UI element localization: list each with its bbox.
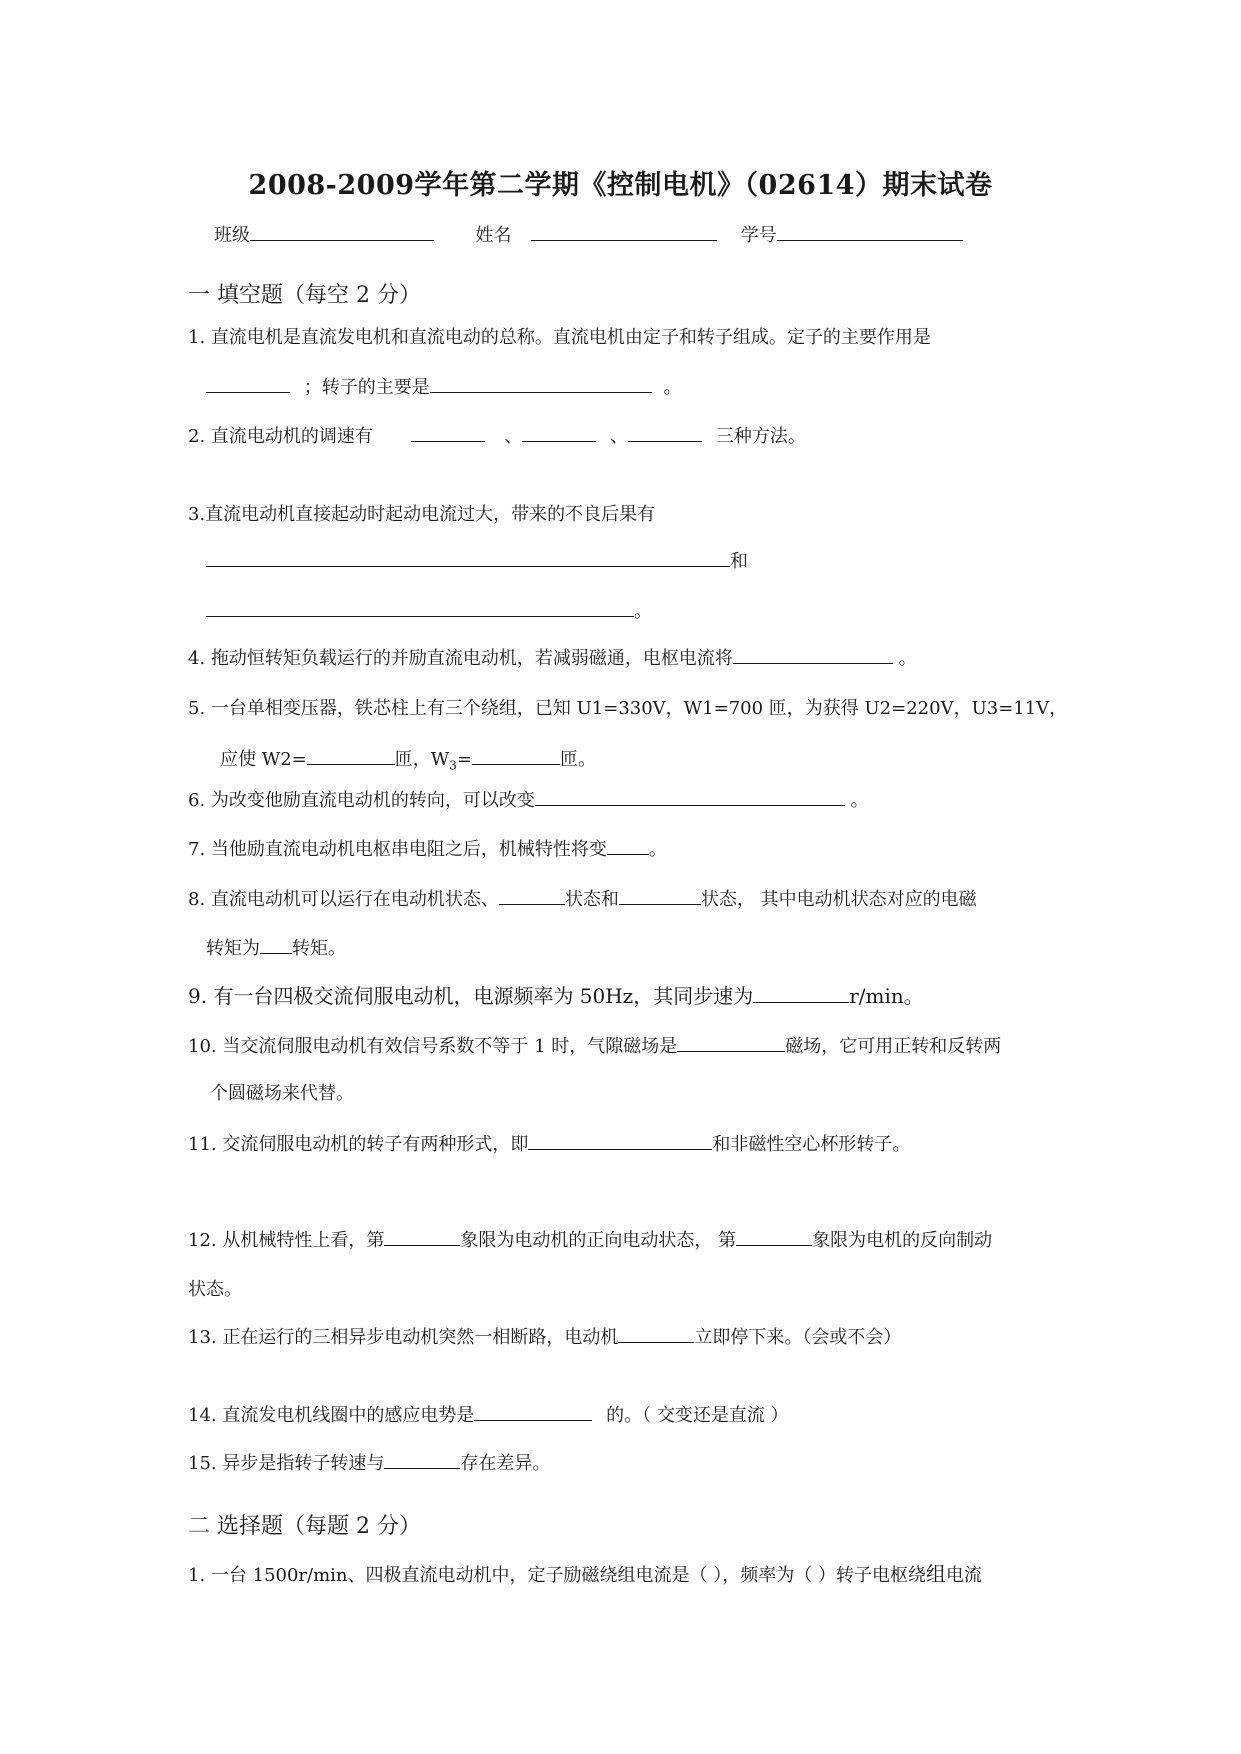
q15-end: 存在差异。: [460, 1453, 551, 1474]
q1-blank2[interactable]: [430, 374, 652, 393]
q13-line: [188, 1324, 901, 1351]
q12-text3: 象限为电机的反向制动: [812, 1230, 993, 1251]
q5-text1: 应使 W2=: [220, 749, 307, 770]
q10-blank[interactable]: [677, 1033, 785, 1052]
q15-line: [188, 1450, 550, 1477]
q14-line: [188, 1402, 789, 1429]
q5-subscript: 3: [449, 758, 457, 773]
student-id-label: 学号: [740, 225, 777, 246]
q3-blank2[interactable]: [206, 598, 634, 617]
q8-blank3[interactable]: [260, 935, 292, 954]
q8-line1: [188, 886, 977, 913]
q6-blank[interactable]: [535, 787, 845, 806]
q11-line: [188, 1131, 910, 1158]
q2-line: [188, 423, 806, 450]
name-label: 姓名: [475, 225, 512, 246]
q6-end: 。: [850, 790, 869, 811]
q8-text1: 8. 直流电动机可以运行在电动机状态、: [188, 889, 499, 910]
q9-end: r/min。: [849, 984, 924, 1008]
q8-blank1[interactable]: [499, 886, 565, 905]
q12-text1: 12. 从机械特性上看，第: [188, 1230, 385, 1251]
q13-text: 13. 正在运行的三相异步电动机突然一相断路，电动机: [188, 1327, 619, 1348]
q2-text: 2. 直流电动机的调速有: [188, 426, 373, 447]
q12-line1: [188, 1227, 992, 1254]
q7-blank[interactable]: [607, 836, 649, 855]
q8-text3: 状态， 其中电动机状态对应的电磁: [700, 889, 977, 910]
q5-line1: 5. 一台单相变压器，铁芯柱上有三个绕组，已知 U1=330V，W1=700 匝，为获得 U2=220V，U3=11V，: [188, 698, 1068, 719]
section1-heading: 一 填空题（每空 2 分）: [188, 283, 421, 308]
q5-end: 匝。: [560, 749, 597, 770]
q14-blank[interactable]: [474, 1402, 592, 1421]
q1-line1: 1. 直流电机是直流发电机和直流电动的总称。直流电机由定子和转子组成。定子的主要作用是: [188, 327, 931, 348]
q1-line2: [206, 374, 681, 401]
q1-blank1[interactable]: [206, 374, 290, 393]
q4-blank[interactable]: [733, 645, 893, 664]
q4-text: 4. 拖动恒转矩负载运行的并励直流电动机，若减弱磁通，电枢电流将: [188, 648, 733, 669]
q3-end: 。: [634, 601, 652, 622]
q6-line: [188, 787, 869, 814]
q8-text2: 状态和: [564, 889, 619, 910]
q4-end: 。: [898, 648, 917, 669]
q15-blank[interactable]: [384, 1450, 460, 1469]
q7-line: [188, 836, 667, 863]
q10-text2: 磁场，它可用正转和反转两: [785, 1036, 1002, 1057]
name-blank[interactable]: [531, 222, 717, 241]
q3-blank1[interactable]: [206, 548, 730, 567]
q3-line1: 3.直流电动机直接起动时起动电流过大，带来的不良后果有: [188, 504, 656, 525]
student-info-line: [214, 222, 963, 249]
q3-line2: [206, 548, 748, 575]
q11-text: 11. 交流伺服电动机的转子有两种形式，即: [188, 1134, 529, 1155]
q2-end: 三种方法。: [715, 426, 806, 447]
q8-line2: [206, 935, 346, 962]
q1-text: ；转子的主要是: [303, 377, 430, 398]
q8-text4: 转矩为: [206, 938, 260, 959]
q13-end: 立即停下来。（会或不会）: [694, 1327, 902, 1348]
q9-line: [188, 983, 924, 1009]
q14-end: 的。（ 交变还是直流 ）: [606, 1405, 789, 1426]
q12-line2: 状态。: [188, 1279, 242, 1300]
q2-sep1: 、: [504, 426, 523, 447]
q2-blank3[interactable]: [628, 423, 702, 442]
q2-blank2[interactable]: [522, 423, 596, 442]
q7-text: 7. 当他励直流电动机电枢串电阻之后，机械特性将变: [188, 839, 607, 860]
s2-q1-end: 电流: [945, 1565, 982, 1586]
q12-blank2[interactable]: [736, 1227, 812, 1246]
section2-heading: 二 选择题（每题 2 分）: [188, 1514, 421, 1539]
q13-blank[interactable]: [618, 1324, 694, 1343]
q2-sep2: 、: [610, 426, 629, 447]
q4-line: [188, 645, 917, 672]
q5-blank1[interactable]: [307, 746, 395, 765]
q11-blank[interactable]: [528, 1131, 712, 1150]
q7-end: 。: [648, 839, 667, 860]
q5-blank2[interactable]: [472, 746, 560, 765]
q8-blank2[interactable]: [619, 886, 701, 905]
s2-q1-text: 1. 一台 1500r/min、四极直流电动机中，定子励磁绕组电流是（ ），频率为（ ）转子电枢绕: [188, 1565, 926, 1586]
q12-text2: 象限为电动机的正向电动状态， 第: [460, 1230, 737, 1251]
exam-title: 2008-2009学年第二学期《控制电机》（02614）期末试卷: [248, 170, 993, 201]
class-label: 班级: [214, 225, 250, 246]
q5-eq: =: [456, 749, 473, 770]
q5-text2: 匝，W: [394, 749, 450, 770]
class-blank[interactable]: [250, 222, 434, 241]
q10-text1: 10. 当交流伺服电动机有效信号系数不等于 1 时，气隙磁场是: [188, 1036, 678, 1057]
q9-text: 9. 有一台四极交流伺服电动机，电源频率为 50Hz，其同步速为: [188, 984, 754, 1008]
q8-text5: 转矩。: [292, 938, 346, 959]
q10-line2: 个圆磁场来代替。: [210, 1083, 354, 1104]
q14-text: 14. 直流发电机线圈中的感应电势是: [188, 1405, 475, 1426]
q6-text: 6. 为改变他励直流电动机的转向，可以改变: [188, 790, 535, 811]
q12-blank1[interactable]: [384, 1227, 460, 1246]
q11-end: 和非磁性空心杯形转子。: [712, 1134, 911, 1155]
s2-q1-big-char: 组: [925, 1562, 946, 1586]
q9-blank[interactable]: [753, 984, 849, 1003]
s2-q1-line: [188, 1561, 982, 1589]
q3-line3: [206, 598, 652, 625]
q15-text: 15. 异步是指转子转速与: [188, 1453, 385, 1474]
q10-line1: [188, 1033, 1001, 1060]
student-id-blank[interactable]: [777, 222, 963, 241]
q1-end: 。: [663, 377, 682, 398]
q5-line2: [220, 746, 596, 779]
q2-blank1[interactable]: [411, 423, 485, 442]
q3-and: 和: [730, 551, 748, 572]
